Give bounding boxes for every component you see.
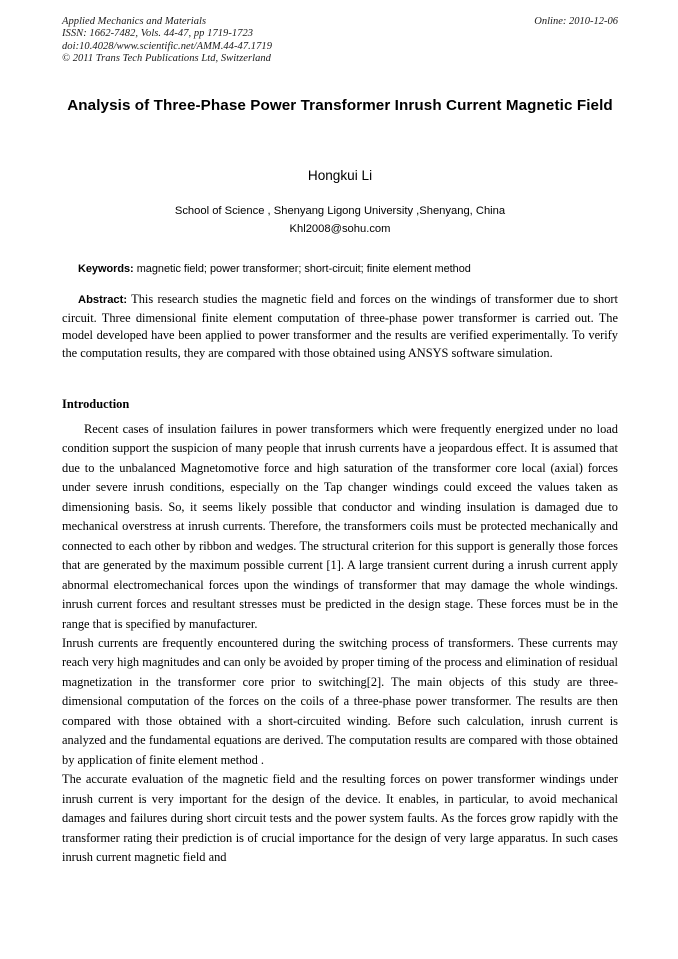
issn-line: ISSN: 1662-7482, Vols. 44-47, pp 1719-1723 (62, 28, 254, 40)
page-title: Analysis of Three-Phase Power Transformer Inrush Current Magnetic Field (67, 97, 613, 114)
section-heading-introduction: Introduction (62, 397, 130, 411)
doi-line: doi:10.4028/www.scientific.net/AMM.44-47.1719 (62, 40, 272, 52)
abstract-block (62, 291, 618, 363)
keywords-line (62, 262, 618, 277)
affiliation-email: Khl2008@sohu.com (289, 222, 391, 235)
copyright-line: © 2011 Trans Tech Publications Ltd, Switzerland (62, 52, 271, 64)
abstract-text: This research studies the magnetic field and forces on the windings of transformer due to short circuit. Three dimensional finite element computation of three-phase power transformer is carried out. The model developed have been applied to power transformer and the results are verified experimentally. To verify the computation results, they are compared with those obtained using ANSYS software simulation. (62, 292, 618, 361)
body-paragraph: Recent cases of insulation failures in power transformers which were frequently energized under no load condition support the suspicion of many people that inrush currents have a jeopardous effect. It is assumed that due to the unbalanced Magnetomotive force and high saturation of the transformer core local (axial) forces under severe inrush conditions, especially on the Tap changer windings could exceed the values taken as dimensioning basis. So, it seems likely possible that conductor and winding insulation is damaged due to mechanical overstress at inrush currents. Therefore, the transformers coils must be protected mechanically and connected to each other by ribbon and wedges. The structural criterion for this support is generally those forces that are generated by the maximum possible current [1]. A large transient current during a inrush current apply abnormal electromechanical forces upon the windings of transformer that may damage the whole windings. inrush current forces and resultant stresses must be predicted in the design stage. These forces must be in the range that is specified by manufacturer. (62, 422, 618, 631)
publication-header-left (62, 16, 272, 65)
affiliation-institution: School of Science , Shenyang Ligong University ,Shenyang, China (174, 205, 506, 217)
keywords-label: Keywords: (78, 263, 134, 275)
author-name: Hongkui Li (307, 168, 373, 183)
body-paragraph: The accurate evaluation of the magnetic field and the resulting forces on power transformer windings under inrush current is very important for the design of the device. It enables, in particular, to avoid mechanical damages and failures during short circuit tests and the power system faults. As the forces grow rapidly with the transformer rating their prediction is of crucial importance for the design of very large apparatus. In such cases inrush current magnetic field and (62, 772, 618, 864)
publication-header (62, 16, 618, 65)
abstract-label: Abstract: (78, 294, 128, 306)
body-text (62, 420, 618, 867)
journal-name: Applied Mechanics and Materials (62, 16, 207, 27)
author-affiliation (66, 203, 614, 238)
online-date: Online: 2010-12-06 (534, 16, 618, 27)
body-paragraph: Inrush currents are frequently encountered during the switching process of transformers. These currents may reach very high magnitudes and can only be avoided by proper timing of the process and elimination of residual magnetization in the transformer core prior to switching[2]. The main objects of this study are three-dimensional computation of the forces on the coils of a three-phase power transformer. The results are then compared with those obtained with a short-circuited winding. Before such calculation, inrush current is analyzed and the fundamental equations are derived. The computation results are compared with those obtained by application of finite element method . (62, 635, 618, 767)
keywords-text: magnetic field; power transformer; short-circuit; finite element method (133, 263, 471, 275)
